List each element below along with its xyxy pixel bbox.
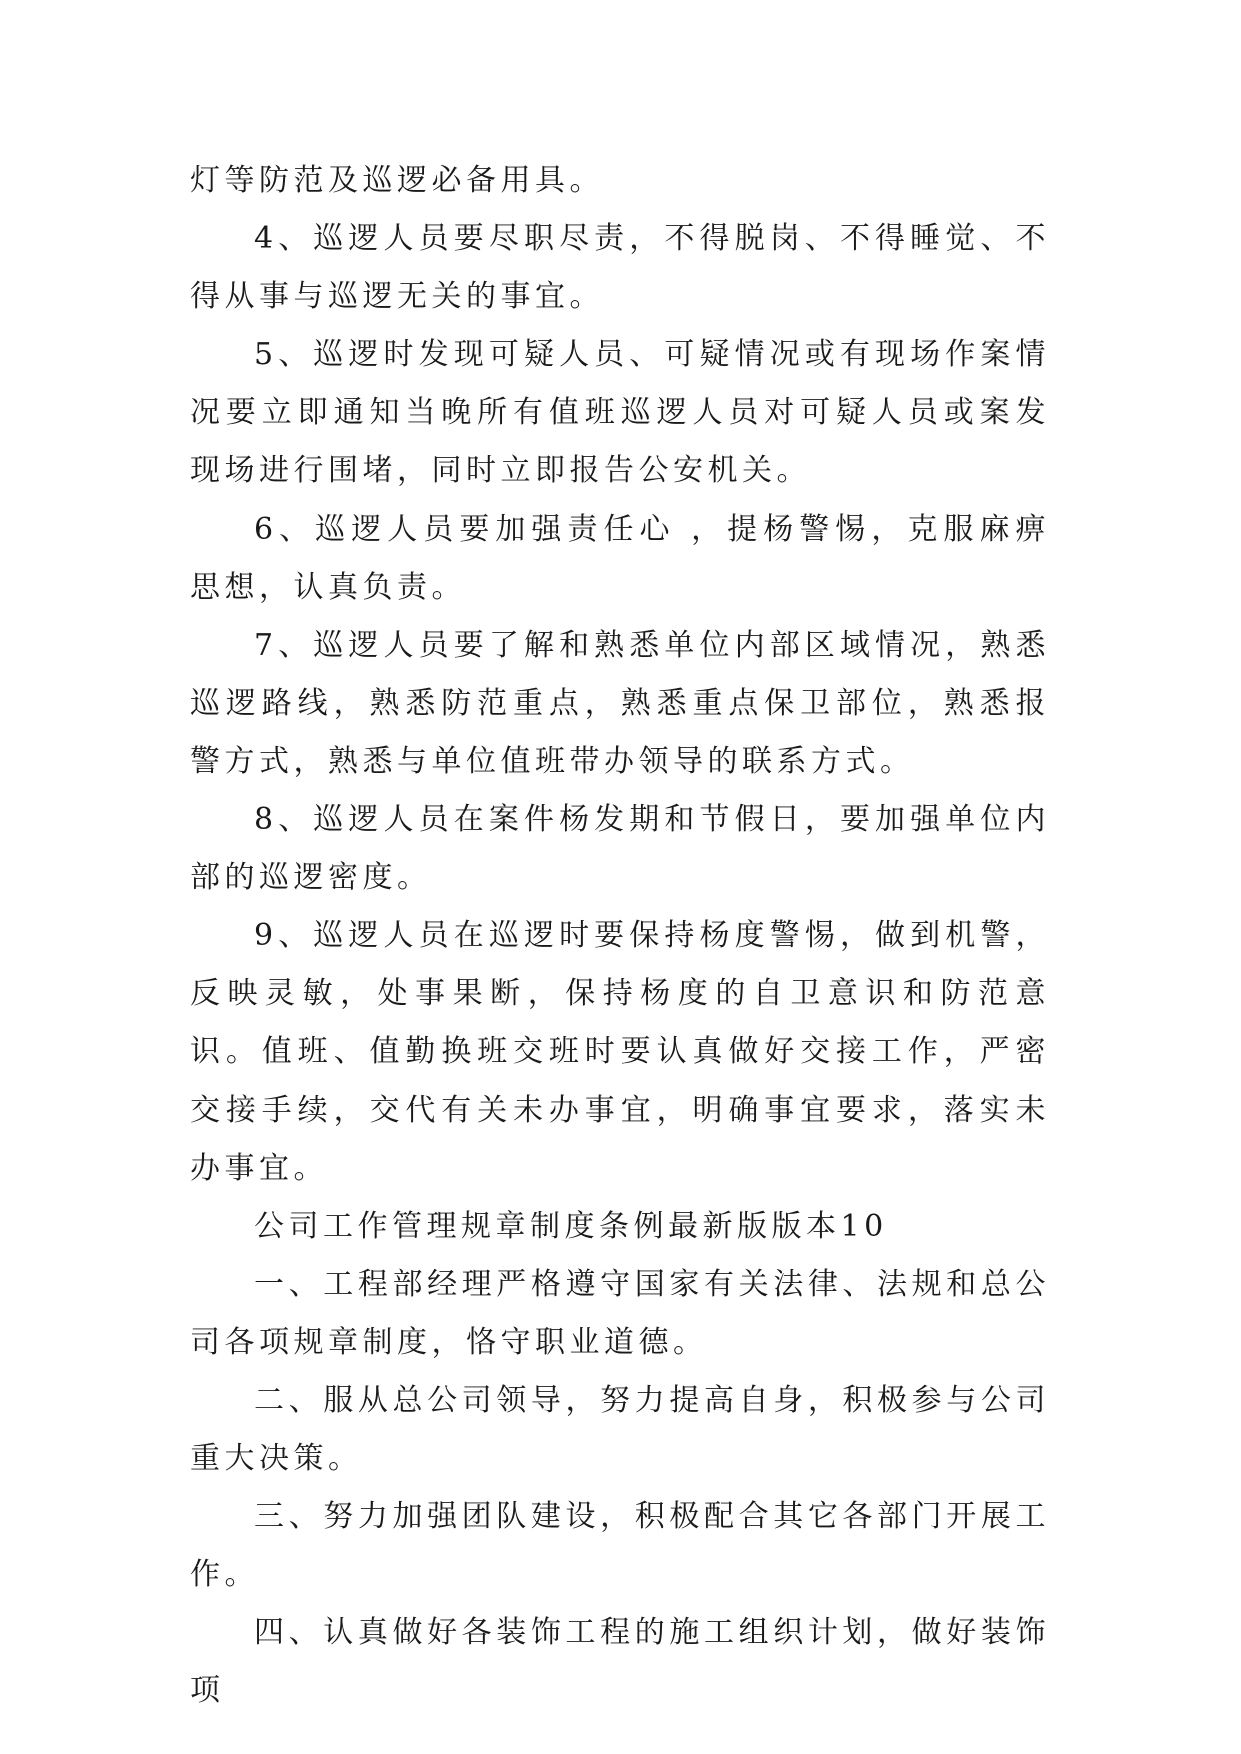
document-body	[190, 152, 1050, 1721]
section-heading: 公司工作管理规章制度条例最新版版本10	[254, 1208, 888, 1244]
paragraph-3: 5、巡逻时发现可疑人员、可疑情况或有现场作案情况要立即通知当晚所有值班巡逻人员对可疑人员或案发现场进行围堵，同时立即报告公安机关。	[190, 337, 1050, 489]
paragraph-5: 7、巡逻人员要了解和熟悉单位内部区域情况，熟悉巡逻路线，熟悉防范重点，熟悉重点保卫部位，熟悉报警方式，熟悉与单位值班带办领导的联系方式。	[190, 627, 1050, 779]
paragraph-10: 三、努力加强团队建设，积极配合其它各部门开展工作。	[190, 1499, 1050, 1593]
paragraph-1: 灯等防范及巡逻必备用具。	[190, 163, 604, 198]
paragraph-4: 6、巡逻人员要加强责任心 ，提杨警惕，克服麻痹思想，认真负责。	[190, 511, 1050, 605]
paragraph-8: 一、工程部经理严格遵守国家有关法律、法规和总公司各项规章制度，恪守职业道德。	[190, 1266, 1050, 1360]
paragraph-7: 9、巡逻人员在巡逻时要保持杨度警惕，做到机警，反映灵敏，处事果断，保持杨度的自卫意识和防范意识。值班、值勤换班交班时要认真做好交接工作，严密交接手续，交代有关未办事宜，明确事宜要求，落实未办事宜。	[190, 918, 1050, 1186]
paragraph-9: 二、服从总公司领导，努力提高自身，积极参与公司重大决策。	[190, 1382, 1050, 1477]
paragraph-2: 4、巡逻人员要尽职尽责，不得脱岗、不得睡觉、不得从事与巡逻无关的事宜。	[190, 221, 1050, 315]
paragraph-6: 8、巡逻人员在案件杨发期和节假日，要加强单位内部的巡逻密度。	[190, 802, 1050, 896]
paragraph-11: 四、认真做好各装饰工程的施工组织计划，做好装饰项	[190, 1615, 1050, 1709]
